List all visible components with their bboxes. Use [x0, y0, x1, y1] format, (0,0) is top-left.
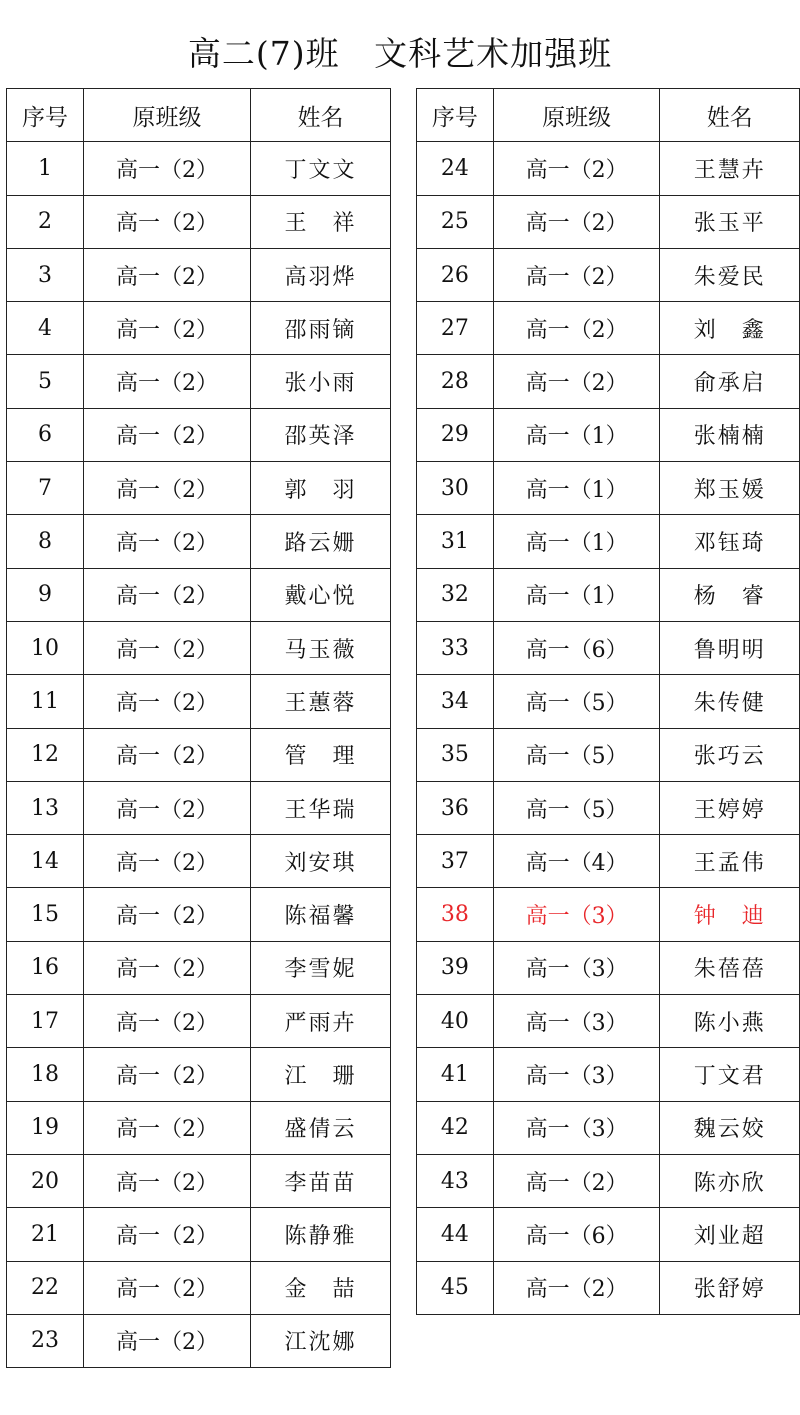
- row-no-cell: 27: [417, 302, 494, 355]
- row-no-cell: 23: [7, 1314, 84, 1367]
- roster-body-right: [417, 142, 800, 1315]
- table-row: [7, 462, 391, 515]
- row-name-cell: 鲁明明: [660, 621, 800, 674]
- row-name-cell: 张楠楠: [660, 408, 800, 461]
- row-name-cell: 金 喆: [251, 1261, 391, 1314]
- table-row: [7, 515, 391, 568]
- table-row: [417, 248, 800, 301]
- row-orig-class-cell: 高一（6）: [493, 621, 660, 674]
- row-name-cell: 戴心悦: [251, 568, 391, 621]
- table-row: [417, 195, 800, 248]
- table-row: [7, 728, 391, 781]
- row-orig-class-cell: 高一（2）: [493, 302, 660, 355]
- row-orig-class-cell: 高一（2）: [84, 621, 251, 674]
- header-row: [7, 89, 391, 142]
- row-no-cell: 9: [7, 568, 84, 621]
- row-orig-class-cell: 高一（1）: [493, 408, 660, 461]
- row-name-cell: 张巧云: [660, 728, 800, 781]
- row-orig-class-cell: 高一（2）: [84, 675, 251, 728]
- row-orig-class-cell: 高一（5）: [493, 675, 660, 728]
- row-no-cell: 7: [7, 462, 84, 515]
- row-name-cell: 陈亦欣: [660, 1154, 800, 1207]
- roster-table-left: [6, 88, 391, 1368]
- row-name-cell: 陈福馨: [251, 888, 391, 941]
- row-name-cell: 王华瑞: [251, 781, 391, 834]
- row-name-cell: 刘业超: [660, 1208, 800, 1261]
- row-no-cell: 42: [417, 1101, 494, 1154]
- table-row: [417, 515, 800, 568]
- row-orig-class-cell: 高一（2）: [84, 142, 251, 195]
- table-row: [417, 728, 800, 781]
- row-orig-class-cell: 高一（2）: [84, 515, 251, 568]
- row-no-cell: 38: [417, 888, 494, 941]
- row-no-cell: 45: [417, 1261, 494, 1314]
- row-orig-class-cell: 高一（2）: [493, 142, 660, 195]
- row-name-cell: 朱蓓蓓: [660, 941, 800, 994]
- row-name-cell: 邵雨镝: [251, 302, 391, 355]
- row-name-cell: 王慧卉: [660, 142, 800, 195]
- row-no-cell: 37: [417, 835, 494, 888]
- row-orig-class-cell: 高一（3）: [493, 1101, 660, 1154]
- table-row: [7, 355, 391, 408]
- row-no-cell: 35: [417, 728, 494, 781]
- row-orig-class-cell: 高一（2）: [84, 355, 251, 408]
- table-row: [7, 142, 391, 195]
- row-orig-class-cell: 高一（2）: [84, 835, 251, 888]
- row-orig-class-cell: 高一（4）: [493, 835, 660, 888]
- table-row: [7, 1154, 391, 1207]
- row-no-cell: 36: [417, 781, 494, 834]
- table-row: [7, 781, 391, 834]
- row-name-cell: 王婷婷: [660, 781, 800, 834]
- row-no-cell: 30: [417, 462, 494, 515]
- row-no-cell: 11: [7, 675, 84, 728]
- row-no-cell: 26: [417, 248, 494, 301]
- row-name-cell: 陈静雅: [251, 1208, 391, 1261]
- row-no-cell: 8: [7, 515, 84, 568]
- row-orig-class-cell: 高一（2）: [84, 1208, 251, 1261]
- row-no-cell: 20: [7, 1154, 84, 1207]
- row-orig-class-cell: 高一（2）: [84, 1261, 251, 1314]
- row-no-cell: 18: [7, 1048, 84, 1101]
- row-no-cell: 17: [7, 995, 84, 1048]
- row-name-cell: 江沈娜: [251, 1314, 391, 1367]
- row-no-cell: 4: [7, 302, 84, 355]
- row-orig-class-cell: 高一（2）: [84, 408, 251, 461]
- row-name-cell: 王蕙蓉: [251, 675, 391, 728]
- row-no-cell: 25: [417, 195, 494, 248]
- table-row: [417, 1208, 800, 1261]
- row-name-cell: 管 理: [251, 728, 391, 781]
- row-name-cell: 路云姗: [251, 515, 391, 568]
- header-name: 姓名: [660, 89, 800, 142]
- row-no-cell: 28: [417, 355, 494, 408]
- roster-body-left: [7, 142, 391, 1368]
- row-orig-class-cell: 高一（2）: [84, 248, 251, 301]
- row-name-cell: 丁文君: [660, 1048, 800, 1101]
- table-row: [417, 1048, 800, 1101]
- row-no-cell: 32: [417, 568, 494, 621]
- row-no-cell: 15: [7, 888, 84, 941]
- row-name-cell: 马玉薇: [251, 621, 391, 674]
- row-name-cell: 钟 迪: [660, 888, 800, 941]
- table-row: [7, 1101, 391, 1154]
- row-orig-class-cell: 高一（3）: [493, 941, 660, 994]
- row-name-cell: 丁文文: [251, 142, 391, 195]
- table-row: [7, 835, 391, 888]
- row-orig-class-cell: 高一（2）: [493, 195, 660, 248]
- row-no-cell: 13: [7, 781, 84, 834]
- row-orig-class-cell: 高一（1）: [493, 515, 660, 568]
- row-orig-class-cell: 高一（2）: [84, 568, 251, 621]
- row-name-cell: 王孟伟: [660, 835, 800, 888]
- row-name-cell: 张舒婷: [660, 1261, 800, 1314]
- row-name-cell: 严雨卉: [251, 995, 391, 1048]
- row-orig-class-cell: 高一（2）: [84, 1314, 251, 1367]
- row-name-cell: 张小雨: [251, 355, 391, 408]
- table-row: [417, 621, 800, 674]
- table-row: [417, 781, 800, 834]
- row-no-cell: 6: [7, 408, 84, 461]
- row-name-cell: 江 珊: [251, 1048, 391, 1101]
- table-row: [7, 1261, 391, 1314]
- row-name-cell: 邵英泽: [251, 408, 391, 461]
- table-row: [7, 1208, 391, 1261]
- table-row: [417, 462, 800, 515]
- header-row: [417, 89, 800, 142]
- table-row: [417, 408, 800, 461]
- table-row: [417, 568, 800, 621]
- header-orig-class: 原班级: [84, 89, 251, 142]
- row-no-cell: 19: [7, 1101, 84, 1154]
- header-name: 姓名: [251, 89, 391, 142]
- row-orig-class-cell: 高一（2）: [84, 1048, 251, 1101]
- row-no-cell: 16: [7, 941, 84, 994]
- row-orig-class-cell: 高一（6）: [493, 1208, 660, 1261]
- row-no-cell: 3: [7, 248, 84, 301]
- row-no-cell: 43: [417, 1154, 494, 1207]
- row-no-cell: 22: [7, 1261, 84, 1314]
- table-row: [7, 248, 391, 301]
- row-name-cell: 盛倩云: [251, 1101, 391, 1154]
- row-orig-class-cell: 高一（2）: [84, 1101, 251, 1154]
- row-no-cell: 34: [417, 675, 494, 728]
- row-name-cell: 李雪妮: [251, 941, 391, 994]
- row-no-cell: 29: [417, 408, 494, 461]
- row-name-cell: 郭 羽: [251, 462, 391, 515]
- row-no-cell: 10: [7, 621, 84, 674]
- row-orig-class-cell: 高一（3）: [493, 888, 660, 941]
- table-row: [417, 941, 800, 994]
- table-row: [417, 675, 800, 728]
- row-name-cell: 俞承启: [660, 355, 800, 408]
- table-row: [7, 675, 391, 728]
- row-no-cell: 1: [7, 142, 84, 195]
- row-orig-class-cell: 高一（2）: [493, 1261, 660, 1314]
- table-row: [7, 621, 391, 674]
- row-no-cell: 31: [417, 515, 494, 568]
- table-row: [417, 1154, 800, 1207]
- row-orig-class-cell: 高一（3）: [493, 1048, 660, 1101]
- table-row: [7, 1048, 391, 1101]
- table-row: [417, 355, 800, 408]
- roster-table-right: [416, 88, 800, 1315]
- row-orig-class-cell: 高一（3）: [493, 995, 660, 1048]
- table-row: [7, 302, 391, 355]
- table-row: [7, 408, 391, 461]
- row-no-cell: 12: [7, 728, 84, 781]
- row-orig-class-cell: 高一（2）: [84, 941, 251, 994]
- row-orig-class-cell: 高一（1）: [493, 462, 660, 515]
- table-row: [7, 941, 391, 994]
- row-no-cell: 41: [417, 1048, 494, 1101]
- row-name-cell: 张玉平: [660, 195, 800, 248]
- row-orig-class-cell: 高一（2）: [84, 728, 251, 781]
- table-row: [7, 1314, 391, 1367]
- row-name-cell: 陈小燕: [660, 995, 800, 1048]
- row-name-cell: 刘 鑫: [660, 302, 800, 355]
- table-row: [417, 835, 800, 888]
- row-orig-class-cell: 高一（2）: [84, 195, 251, 248]
- row-orig-class-cell: 高一（1）: [493, 568, 660, 621]
- table-row: [417, 888, 800, 941]
- row-orig-class-cell: 高一（5）: [493, 728, 660, 781]
- table-row: [417, 1101, 800, 1154]
- row-orig-class-cell: 高一（2）: [493, 355, 660, 408]
- row-orig-class-cell: 高一（5）: [493, 781, 660, 834]
- table-row: [417, 302, 800, 355]
- page-title: 高二(7)班 文科艺术加强班: [187, 34, 613, 73]
- row-name-cell: 魏云姣: [660, 1101, 800, 1154]
- row-orig-class-cell: 高一（2）: [84, 302, 251, 355]
- row-no-cell: 2: [7, 195, 84, 248]
- row-orig-class-cell: 高一（2）: [84, 995, 251, 1048]
- table-row: [417, 142, 800, 195]
- table-row: [417, 1261, 800, 1314]
- table-row: [417, 995, 800, 1048]
- row-no-cell: 14: [7, 835, 84, 888]
- row-no-cell: 5: [7, 355, 84, 408]
- header-no: 序号: [7, 89, 84, 142]
- row-no-cell: 21: [7, 1208, 84, 1261]
- row-name-cell: 郑玉媛: [660, 462, 800, 515]
- row-orig-class-cell: 高一（2）: [84, 462, 251, 515]
- row-no-cell: 33: [417, 621, 494, 674]
- row-no-cell: 40: [417, 995, 494, 1048]
- row-name-cell: 邓钰琦: [660, 515, 800, 568]
- table-row: [7, 195, 391, 248]
- row-orig-class-cell: 高一（2）: [84, 1154, 251, 1207]
- row-name-cell: 刘安琪: [251, 835, 391, 888]
- row-name-cell: 杨 睿: [660, 568, 800, 621]
- table-row: [7, 888, 391, 941]
- row-no-cell: 44: [417, 1208, 494, 1261]
- row-name-cell: 朱传健: [660, 675, 800, 728]
- row-orig-class-cell: 高一（2）: [493, 1154, 660, 1207]
- row-no-cell: 24: [417, 142, 494, 195]
- header-no: 序号: [417, 89, 494, 142]
- row-name-cell: 王 祥: [251, 195, 391, 248]
- table-row: [7, 995, 391, 1048]
- header-orig-class: 原班级: [493, 89, 660, 142]
- row-orig-class-cell: 高一（2）: [84, 888, 251, 941]
- row-name-cell: 李苗苗: [251, 1154, 391, 1207]
- table-row: [7, 568, 391, 621]
- row-orig-class-cell: 高一（2）: [493, 248, 660, 301]
- row-name-cell: 朱爱民: [660, 248, 800, 301]
- row-orig-class-cell: 高一（2）: [84, 781, 251, 834]
- row-no-cell: 39: [417, 941, 494, 994]
- row-name-cell: 高羽烨: [251, 248, 391, 301]
